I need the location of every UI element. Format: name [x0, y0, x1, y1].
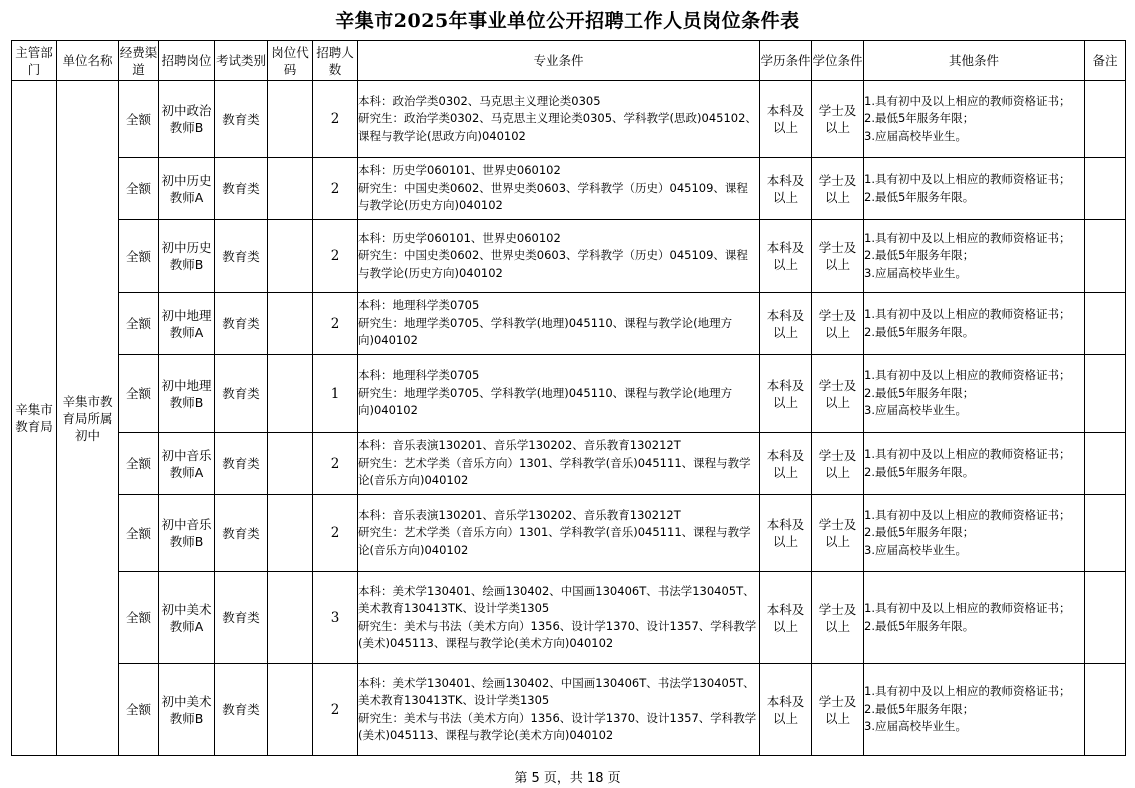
- major-line: 研究生：艺术学类（音乐方向）1301、学科教学(音乐)045111、课程与教学论(音乐方向)040102: [358, 455, 751, 488]
- other-line: 1.具有初中及以上相应的教师资格证书；: [864, 93, 1071, 108]
- edu-cell: 本科及以上: [760, 572, 812, 664]
- degree-cell: 学士及以上: [812, 355, 864, 433]
- major-line: 研究生：艺术学类（音乐方向）1301、学科教学(音乐)045111、课程与教学论(音乐方向)040102: [358, 525, 751, 557]
- other-line: 2.最低5年服务年限；: [864, 385, 975, 400]
- major-cell: [358, 220, 760, 293]
- major-line: 本科：音乐表演130201、音乐学130202、音乐教育130212T: [358, 507, 681, 522]
- other-cell: [864, 495, 1085, 572]
- code-cell: [268, 664, 313, 756]
- other-line: 1.具有初中及以上相应的教师资格证书；: [864, 447, 1071, 462]
- exam-cell: 教育类: [215, 572, 268, 664]
- other-line: 1.具有初中及以上相应的教师资格证书；: [864, 368, 1071, 383]
- count-cell: 2: [313, 664, 358, 756]
- note-cell: [1085, 572, 1126, 664]
- table-row: [12, 495, 1126, 572]
- header-edu: 学历条件: [760, 41, 812, 81]
- code-cell: [268, 81, 313, 158]
- other-cell: [864, 293, 1085, 355]
- major-line: 本科：历史学060101、世界史060102: [358, 230, 561, 245]
- note-cell: [1085, 220, 1126, 293]
- table-row: [12, 220, 1126, 293]
- post-cell: 初中美术教师B: [159, 664, 215, 756]
- other-line: 2.最低5年服务年限。: [864, 464, 975, 479]
- other-line: 3.应届高校毕业生。: [864, 128, 967, 143]
- other-line: 1.具有初中及以上相应的教师资格证书；: [864, 172, 1071, 187]
- exam-cell: 教育类: [215, 495, 268, 572]
- post-cell: 初中音乐教师B: [159, 495, 215, 572]
- degree-cell: 学士及以上: [812, 81, 864, 158]
- degree-cell: 学士及以上: [812, 220, 864, 293]
- count-cell: 2: [313, 81, 358, 158]
- code-cell: [268, 355, 313, 433]
- major-line: 本科：历史学060101、世界史060102: [358, 163, 561, 178]
- code-cell: [268, 433, 313, 495]
- table-row: [12, 572, 1126, 664]
- note-cell: [1085, 664, 1126, 756]
- header-funding: 经费渠道: [119, 41, 159, 81]
- major-line: 研究生：中国史类0602、世界史类0603、学科教学（历史）045109、课程与教学论(历史方向)040102: [358, 180, 748, 213]
- count-cell: 2: [313, 158, 358, 220]
- degree-cell: 学士及以上: [812, 572, 864, 664]
- note-cell: [1085, 81, 1126, 158]
- funding-cell: 全额: [119, 572, 159, 664]
- edu-cell: 本科及以上: [760, 220, 812, 293]
- major-cell: [358, 433, 760, 495]
- major-cell: [358, 355, 760, 433]
- table-row: [12, 355, 1126, 433]
- major-line: 本科：美术学130401、绘画130402、中国画130406T、书法学130405T、美术教育130413TK、设计学类1305: [358, 583, 755, 616]
- code-cell: [268, 293, 313, 355]
- count-cell: 3: [313, 572, 358, 664]
- other-line: 2.最低5年服务年限；: [864, 525, 975, 540]
- edu-cell: 本科及以上: [760, 81, 812, 158]
- dept-cell: 辛集市教育局: [12, 81, 57, 756]
- table-row: [12, 158, 1126, 220]
- other-line: 2.最低5年服务年限。: [864, 189, 975, 204]
- page-title: 辛集市2025年事业单位公开招聘工作人员岗位条件表: [335, 10, 800, 32]
- funding-cell: 全额: [119, 220, 159, 293]
- other-line: 3.应届高校毕业生。: [864, 542, 967, 557]
- header-post: 招聘岗位: [159, 41, 215, 81]
- exam-cell: 教育类: [215, 433, 268, 495]
- other-line: 2.最低5年服务年限；: [864, 701, 975, 716]
- major-line: 本科：地理科学类0705: [358, 368, 480, 383]
- post-cell: 初中地理教师B: [159, 355, 215, 433]
- major-cell: [358, 293, 760, 355]
- note-cell: [1085, 158, 1126, 220]
- table-row: [12, 664, 1126, 756]
- major-line: 研究生：中国史类0602、世界史类0603、学科教学（历史）045109、课程与教学论(历史方向)040102: [358, 248, 748, 280]
- code-cell: [268, 220, 313, 293]
- funding-cell: 全额: [119, 433, 159, 495]
- post-cell: 初中历史教师A: [159, 158, 215, 220]
- header-major: 专业条件: [358, 41, 760, 81]
- exam-cell: 教育类: [215, 158, 268, 220]
- edu-cell: 本科及以上: [760, 158, 812, 220]
- other-cell: [864, 220, 1085, 293]
- major-cell: [358, 158, 760, 220]
- other-cell: [864, 433, 1085, 495]
- other-line: 3.应届高校毕业生。: [864, 403, 967, 418]
- degree-cell: 学士及以上: [812, 495, 864, 572]
- major-line: 研究生：政治学类0302、马克思主义理论类0305、学科教学(思政)045102、课程与教学论(思政方向)040102: [358, 111, 757, 143]
- post-cell: 初中政治教师B: [159, 81, 215, 158]
- other-line: 1.具有初中及以上相应的教师资格证书；: [864, 601, 1071, 616]
- funding-cell: 全额: [119, 664, 159, 756]
- count-cell: 2: [313, 293, 358, 355]
- header-note: 备注: [1085, 41, 1126, 81]
- major-cell: [358, 495, 760, 572]
- degree-cell: 学士及以上: [812, 158, 864, 220]
- edu-cell: 本科及以上: [760, 433, 812, 495]
- edu-cell: 本科及以上: [760, 293, 812, 355]
- other-line: 3.应届高校毕业生。: [864, 719, 967, 734]
- funding-cell: 全额: [119, 158, 159, 220]
- major-line: 本科：音乐表演130201、音乐学130202、音乐教育130212T: [358, 438, 681, 453]
- header-degree: 学位条件: [812, 41, 864, 81]
- edu-cell: 本科及以上: [760, 664, 812, 756]
- page-footer: 第 5 页，共 18 页: [514, 771, 621, 786]
- other-line: 2.最低5年服务年限。: [864, 618, 975, 633]
- other-line: 1.具有初中及以上相应的教师资格证书；: [864, 684, 1071, 699]
- degree-cell: 学士及以上: [812, 433, 864, 495]
- other-line: 2.最低5年服务年限。: [864, 324, 975, 339]
- code-cell: [268, 495, 313, 572]
- major-cell: [358, 572, 760, 664]
- table-row: [12, 81, 1126, 158]
- post-cell: 初中地理教师A: [159, 293, 215, 355]
- code-cell: [268, 572, 313, 664]
- header-dept: 主管部门: [12, 41, 57, 81]
- major-line: 研究生：美术与书法（美术方向）1356、设计学1370、设计1357、学科教学(美术)045113、课程与教学论(美术方向)040102: [358, 618, 757, 650]
- note-cell: [1085, 433, 1126, 495]
- major-line: 本科：地理科学类0705: [358, 298, 480, 313]
- funding-cell: 全额: [119, 355, 159, 433]
- funding-cell: 全额: [119, 495, 159, 572]
- count-cell: 2: [313, 433, 358, 495]
- other-line: 2.最低5年服务年限；: [864, 248, 975, 263]
- major-line: 本科：美术学130401、绘画130402、中国画130406T、书法学130405T、美术教育130413TK、设计学类1305: [358, 675, 755, 708]
- table-row: [12, 433, 1126, 495]
- exam-cell: 教育类: [215, 81, 268, 158]
- exam-cell: 教育类: [215, 664, 268, 756]
- other-cell: [864, 158, 1085, 220]
- other-line: 2.最低5年服务年限；: [864, 111, 975, 126]
- header-exam: 考试类别: [215, 41, 268, 81]
- degree-cell: 学士及以上: [812, 293, 864, 355]
- other-line: 3.应届高校毕业生。: [864, 265, 967, 280]
- count-cell: 2: [313, 220, 358, 293]
- count-cell: 1: [313, 355, 358, 433]
- other-cell: [864, 572, 1085, 664]
- exam-cell: 教育类: [215, 355, 268, 433]
- header-code: 岗位代码: [268, 41, 313, 81]
- other-line: 1.具有初中及以上相应的教师资格证书；: [864, 230, 1071, 245]
- major-cell: [358, 664, 760, 756]
- position-table: [11, 40, 1126, 756]
- major-line: 研究生：美术与书法（美术方向）1356、设计学1370、设计1357、学科教学(美术)045113、课程与教学论(美术方向)040102: [358, 710, 757, 742]
- header-unit: 单位名称: [57, 41, 119, 81]
- post-cell: 初中美术教师A: [159, 572, 215, 664]
- code-cell: [268, 158, 313, 220]
- major-line: 研究生：地理学类0705、学科教学(地理)045110、课程与教学论(地理方向)040102: [358, 385, 733, 418]
- header-other: 其他条件: [864, 41, 1085, 81]
- note-cell: [1085, 355, 1126, 433]
- table-body: [12, 81, 1126, 756]
- funding-cell: 全额: [119, 81, 159, 158]
- note-cell: [1085, 495, 1126, 572]
- major-line: 研究生：地理学类0705、学科教学(地理)045110、课程与教学论(地理方向)040102: [358, 315, 733, 348]
- header-count: 招聘人数: [313, 41, 358, 81]
- other-cell: [864, 81, 1085, 158]
- edu-cell: 本科及以上: [760, 355, 812, 433]
- exam-cell: 教育类: [215, 220, 268, 293]
- other-line: 1.具有初中及以上相应的教师资格证书；: [864, 507, 1071, 522]
- exam-cell: 教育类: [215, 293, 268, 355]
- funding-cell: 全额: [119, 293, 159, 355]
- post-cell: 初中音乐教师A: [159, 433, 215, 495]
- other-line: 1.具有初中及以上相应的教师资格证书；: [864, 307, 1071, 322]
- other-cell: [864, 355, 1085, 433]
- count-cell: 2: [313, 495, 358, 572]
- table-row: [12, 293, 1126, 355]
- degree-cell: 学士及以上: [812, 664, 864, 756]
- unit-cell: 辛集市教育局所属初中: [57, 81, 119, 756]
- table-header-row: [12, 41, 1126, 81]
- note-cell: [1085, 293, 1126, 355]
- other-cell: [864, 664, 1085, 756]
- edu-cell: 本科及以上: [760, 495, 812, 572]
- post-cell: 初中历史教师B: [159, 220, 215, 293]
- major-line: 本科：政治学类0302、马克思主义理论类0305: [358, 93, 601, 108]
- major-cell: [358, 81, 760, 158]
